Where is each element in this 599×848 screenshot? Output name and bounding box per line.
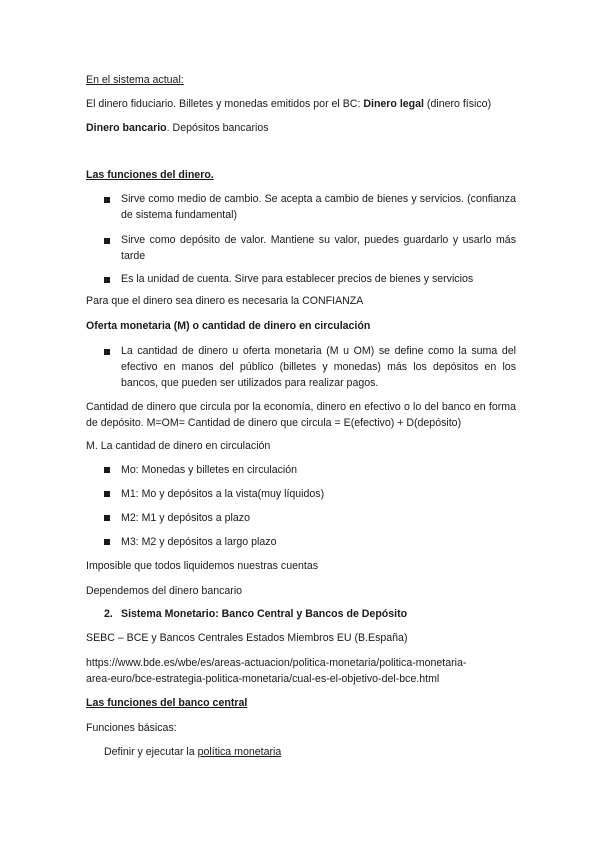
bank-deposits-text: . Depósitos bancarios	[166, 122, 269, 134]
paragraph-money-circulating: Cantidad de dinero que circula por la economía, dinero en efectivo o lo del banco en forma de depósito. M=OM= Cantidad de dinero que circula = E(efectivo) + D(depósito)	[86, 401, 516, 429]
url-line-2[interactable]: area-euro/bce-estrategia-politica-monetaria/cual-es-el-objetivo-del-bce.html	[86, 673, 440, 685]
bullet-marker	[104, 238, 110, 244]
m-item-m0: Mo: Monedas y billetes en circulación	[121, 464, 298, 476]
legal-money-term: Dinero legal	[363, 98, 424, 110]
bullet-marker	[104, 277, 110, 283]
bullet-medium-of-exchange: Sirve como medio de cambio. Se acepta a cambio de bienes y servicios. (confianza de sistema fundamental)	[121, 193, 516, 221]
section-heading-central-bank-functions: Las funciones del banco central	[86, 697, 248, 709]
bullet-marker	[104, 349, 110, 355]
section-heading-current-system: En el sistema actual:	[86, 74, 184, 86]
paragraph-bank-money	[86, 121, 269, 135]
paragraph-basic-functions: Funciones básicas:	[86, 722, 177, 734]
bank-money-term: Dinero bancario	[86, 122, 167, 134]
fiat-money-text: El dinero fiduciario. Billetes y monedas emitidos por el BC:	[86, 98, 364, 110]
paragraph-m-definition: M. La cantidad de dinero en circulación	[86, 440, 271, 452]
physical-money-text: (dinero físico)	[423, 98, 492, 110]
section-number: 2.	[104, 608, 113, 620]
section-heading-money-supply: Oferta monetaria (M) o cantidad de dinero en circulación	[86, 320, 371, 332]
section-heading-money-functions: Las funciones del dinero.	[86, 169, 214, 181]
section-heading-monetary-system: Sistema Monetario: Banco Central y Bancos de Depósito	[121, 608, 408, 620]
define-execute-text: Definir y ejecutar la	[104, 746, 198, 758]
bullet-store-of-value: Sirve como depósito de valor. Mantiene su valor, puedes guardarlo y usarlo más tarde	[121, 234, 516, 262]
url-line-1[interactable]: https://www.bde.es/wbe/es/areas-actuacion/politica-monetaria/politica-monetaria-	[86, 657, 467, 669]
bullet-marker	[104, 491, 110, 497]
m-item-m1: M1: Mo y depósitos a la vista(muy líquidos)	[121, 488, 325, 500]
bullet-marker	[104, 467, 110, 473]
bullet-money-supply-definition: La cantidad de dinero u oferta monetaria (M u OM) se define como la suma del efectivo en manos del público (billetes y monedas) más los depósitos en los bancos, que pueden ser utilizados para realizar pagos.	[121, 345, 516, 389]
paragraph-monetary-policy	[104, 745, 281, 759]
paragraph-confidence: Para que el dinero sea dinero es necesaria la CONFIANZA	[86, 295, 364, 307]
m-item-m3: M3: M2 y depósitos a largo plazo	[121, 536, 277, 548]
bullet-marker	[104, 197, 110, 203]
paragraph-fiat-money	[86, 97, 491, 111]
paragraph-depend-bank-money: Dependemos del dinero bancario	[86, 585, 243, 597]
bullet-marker	[104, 539, 110, 545]
m-item-m2: M2: M1 y depósitos a plazo	[121, 512, 250, 524]
bullet-unit-of-account: Es la unidad de cuenta. Sirve para establecer precios de bienes y servicios	[121, 273, 474, 285]
paragraph-impossible: Imposible que todos liquidemos nuestras cuentas	[86, 560, 319, 572]
monetary-policy-link: política monetaria	[197, 746, 282, 758]
bullet-marker	[104, 515, 110, 521]
paragraph-sebc: SEBC – BCE y Bancos Centrales Estados Miembros EU (B.España)	[86, 632, 408, 644]
